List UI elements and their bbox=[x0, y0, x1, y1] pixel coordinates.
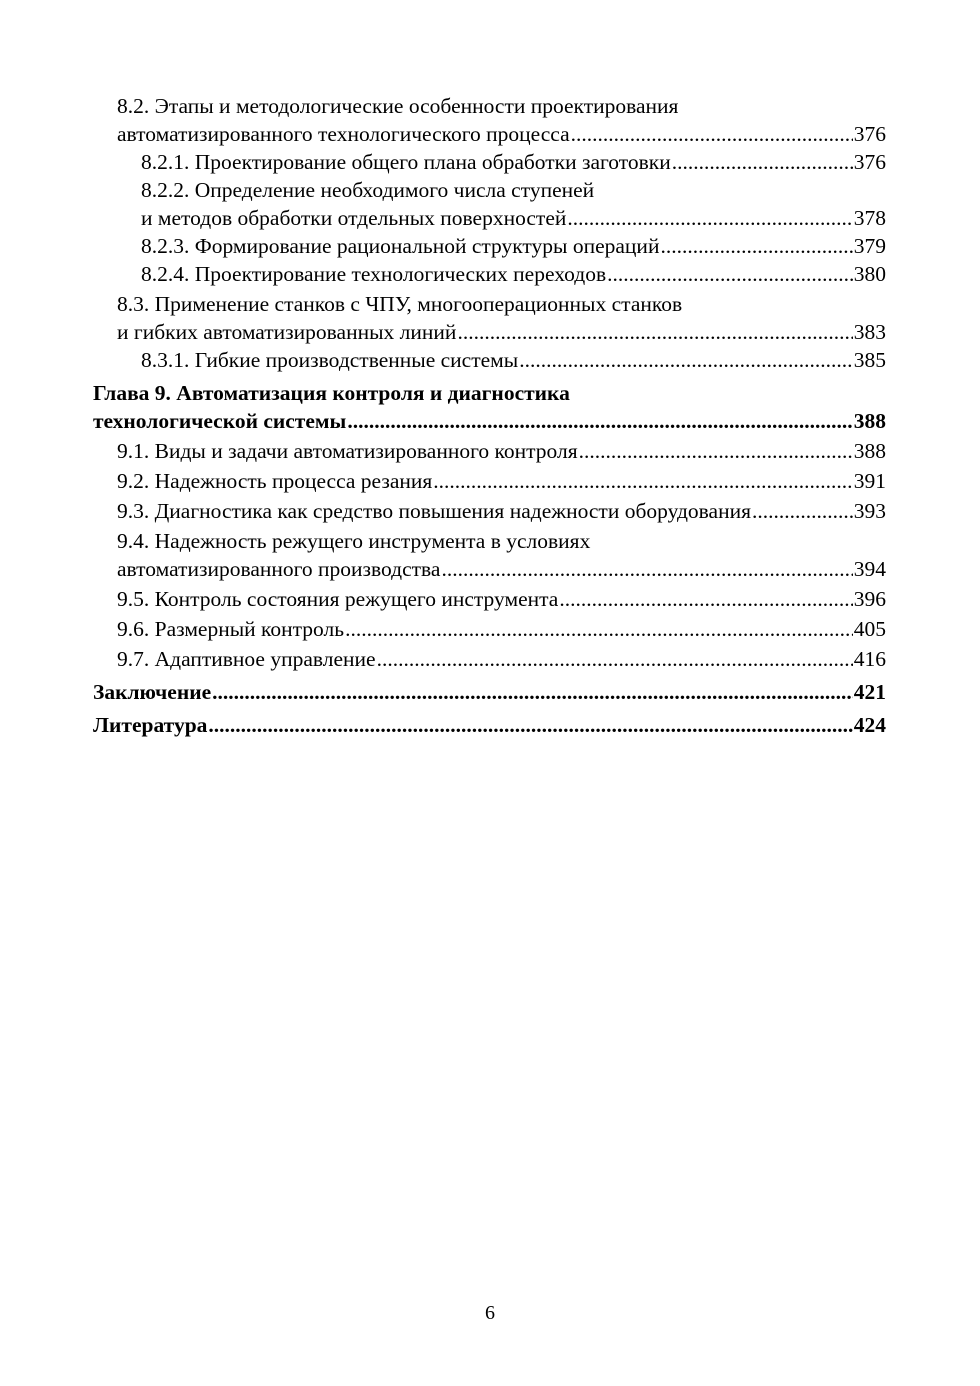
toc-chapter-title-line1: Глава 9. Автоматизация контроля и диагностика bbox=[93, 381, 570, 405]
toc-entry-9-3[interactable] bbox=[93, 497, 886, 525]
toc-entry-8-3[interactable] bbox=[93, 290, 886, 346]
toc-page-number: 391 bbox=[853, 469, 886, 493]
toc-entry-8-2-1[interactable] bbox=[93, 148, 886, 176]
toc-entry-title: 9.7. Адаптивное управление bbox=[117, 647, 376, 671]
toc-entry-9-2[interactable] bbox=[93, 467, 886, 495]
toc-page-number: 379 bbox=[853, 234, 886, 258]
toc-page-number: 376 bbox=[853, 150, 886, 174]
dot-leader bbox=[212, 678, 853, 706]
dot-leader bbox=[441, 555, 852, 583]
toc-entry-8-2-4[interactable] bbox=[93, 260, 886, 288]
toc-entry-9-1[interactable] bbox=[93, 437, 886, 465]
toc-entry-title: 9.3. Диагностика как средство повышения надежности оборудования bbox=[117, 499, 751, 523]
toc-entry-title: 9.2. Надежность процесса резания bbox=[117, 469, 433, 493]
toc-page-number: 394 bbox=[853, 557, 886, 581]
dot-leader bbox=[519, 346, 853, 374]
toc-entry-title: 9.5. Контроль состояния режущего инструмента bbox=[117, 587, 559, 611]
toc-entry-title: 8.2.3. Формирование рациональной структуры операций bbox=[141, 234, 660, 258]
toc-chapter-title: Литература bbox=[93, 713, 208, 737]
dot-leader bbox=[607, 260, 853, 288]
toc-entry-9-6[interactable] bbox=[93, 615, 886, 643]
toc-page-number: 378 bbox=[853, 206, 886, 230]
dot-leader bbox=[433, 467, 852, 495]
toc-page-number: 380 bbox=[853, 262, 886, 286]
toc-page-number: 383 bbox=[853, 320, 886, 344]
toc-entry-title-line1: 8.2.2. Определение необходимого числа ступеней bbox=[141, 178, 595, 202]
toc-chapter-9[interactable] bbox=[93, 379, 886, 435]
dot-leader bbox=[660, 232, 852, 260]
dot-leader bbox=[347, 407, 852, 435]
toc-entry-title-line2: автоматизированного производства bbox=[117, 557, 441, 581]
toc-entry-8-3-1[interactable] bbox=[93, 346, 886, 374]
toc-page-number: 416 bbox=[853, 647, 886, 671]
toc-entry-title-line1: 9.4. Надежность режущего инструмента в условиях bbox=[117, 529, 591, 553]
page-number: 6 bbox=[485, 1302, 495, 1324]
toc-entry-8-2-2[interactable] bbox=[93, 176, 886, 232]
toc-page-number: 388 bbox=[853, 409, 886, 433]
toc-page-number: 396 bbox=[853, 587, 886, 611]
toc-page-number: 405 bbox=[853, 617, 886, 641]
toc-literature[interactable] bbox=[93, 711, 886, 739]
toc-page-number: 421 bbox=[853, 680, 886, 704]
toc-chapter-title: Заключение bbox=[93, 680, 212, 704]
toc-entry-title: 8.2.4. Проектирование технологических переходов bbox=[141, 262, 607, 286]
toc-entry-title: 8.2.1. Проектирование общего плана обработки заготовки bbox=[141, 150, 671, 174]
toc-entry-title: 9.6. Размерный контроль bbox=[117, 617, 345, 641]
toc-page-number: 376 bbox=[853, 122, 886, 146]
toc-entry-8-2[interactable] bbox=[93, 92, 886, 148]
table-of-contents bbox=[93, 92, 886, 739]
toc-entry-title-line1: 8.2. Этапы и методологические особенности проектирования bbox=[117, 94, 679, 118]
dot-leader bbox=[571, 120, 853, 148]
dot-leader bbox=[752, 497, 853, 525]
toc-entry-9-7[interactable] bbox=[93, 645, 886, 673]
toc-entry-8-2-3[interactable] bbox=[93, 232, 886, 260]
dot-leader bbox=[672, 148, 853, 176]
toc-page-number: 388 bbox=[853, 439, 886, 463]
toc-page-number: 393 bbox=[853, 499, 886, 523]
toc-entry-title-line1: 8.3. Применение станков с ЧПУ, многооперационных станков bbox=[117, 292, 683, 316]
toc-entry-title-line2: и методов обработки отдельных поверхностей bbox=[141, 206, 567, 230]
toc-entry-title: 9.1. Виды и задачи автоматизированного контроля bbox=[117, 439, 578, 463]
toc-entry-title: 8.3.1. Гибкие производственные системы bbox=[141, 348, 519, 372]
toc-entry-9-4[interactable] bbox=[93, 527, 886, 583]
toc-page-number: 424 bbox=[853, 713, 886, 737]
toc-entry-title-line2: автоматизированного технологического процесса bbox=[117, 122, 570, 146]
dot-leader bbox=[559, 585, 852, 613]
dot-leader bbox=[579, 437, 853, 465]
dot-leader bbox=[345, 615, 853, 643]
toc-entry-9-5[interactable] bbox=[93, 585, 886, 613]
toc-entry-title-line2: и гибких автоматизированных линий bbox=[117, 320, 457, 344]
dot-leader bbox=[377, 645, 853, 673]
toc-page-number: 385 bbox=[853, 348, 886, 372]
dot-leader bbox=[208, 711, 852, 739]
dot-leader bbox=[567, 204, 852, 232]
toc-conclusion[interactable] bbox=[93, 678, 886, 706]
dot-leader bbox=[457, 318, 852, 346]
toc-chapter-title-line2: технологической системы bbox=[93, 409, 347, 433]
